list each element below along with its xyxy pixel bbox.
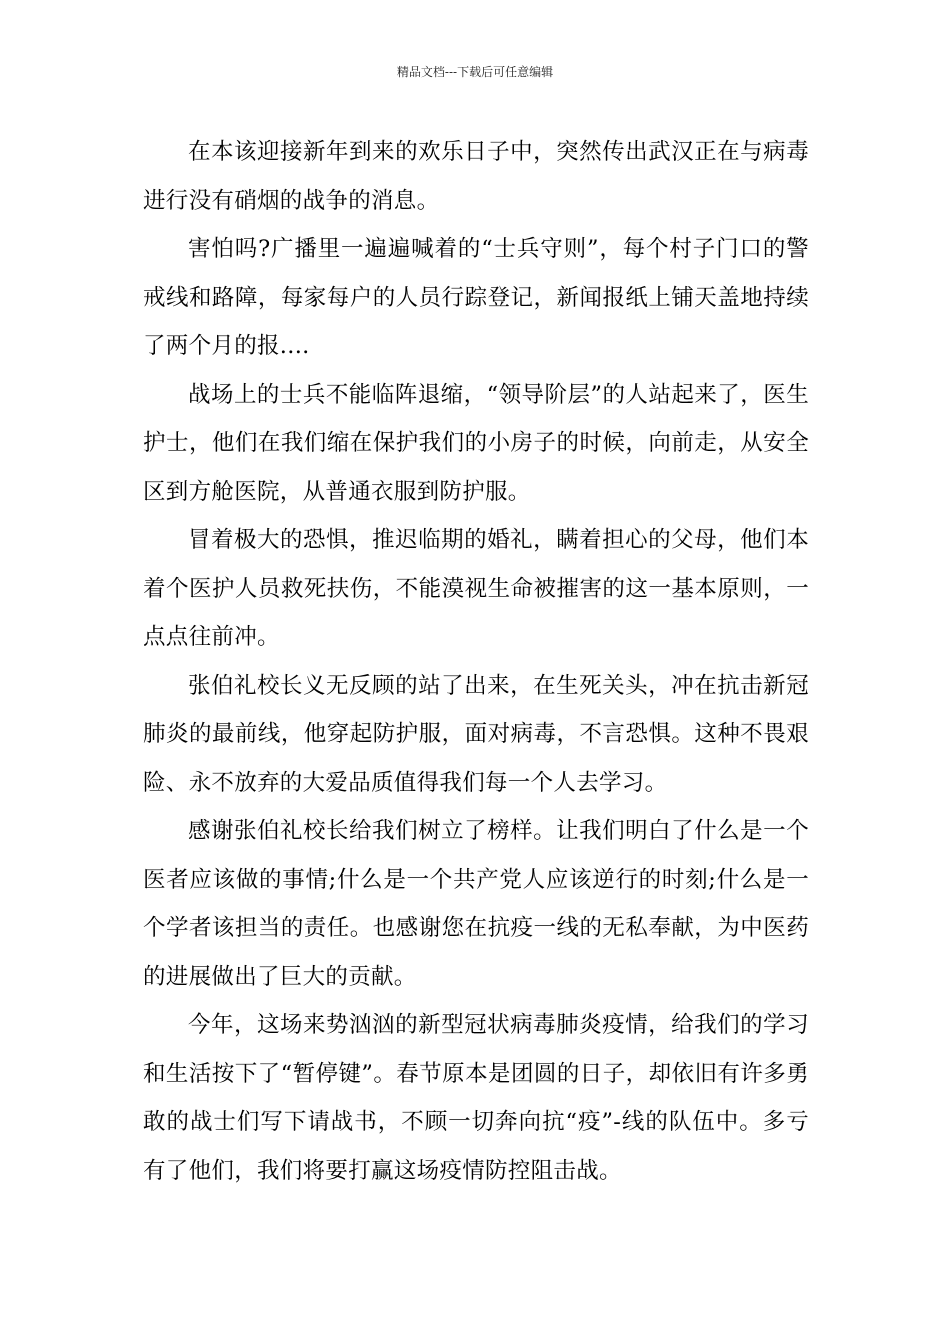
paragraph-6: 感谢张伯礼校长给我们树立了榜样。让我们明白了什么是一个医者应该做的事情;什么是一个共产党人应该逆行的时刻;什么是一个学者该担当的责任。也感谢您在抗疫一线的无私奉献，为中医药的进展做出了巨大的贡献。 xyxy=(143,818,809,990)
page-header: 精品文档---下载后可任意编辑 xyxy=(396,65,554,79)
paragraph-1: 在本该迎接新年到来的欢乐日子中，突然传出武汉正在与病毒进行没有硝烟的战争的消息。 xyxy=(143,139,809,214)
paragraph-4: 冒着极大的恐惧，推迟临期的婚礼，瞒着担心的父母，他们本着个医护人员救死扶伤，不能漠视生命被摧害的这一基本原则，一点点往前冲。 xyxy=(143,527,809,650)
paragraph-7: 今年，这场来势汹汹的新型冠状病毒肺炎疫情，给我们的学习和生活按下了“暂停键”。春节原本是团圆的日子，却依旧有许多勇敢的战士们写下请战书，不顾一切奔向抗“疫”-线的队伍中。多亏有了他们，我们将要打赢这场疫情防控阻击战。 xyxy=(143,1012,809,1184)
paragraph-3: 战场上的士兵不能临阵退缩，“领导阶层”的人站起来了，医生护士，他们在我们缩在保护我们的小房子的时候，向前走，从安全区到方舱医院，从普通衣服到防护服。 xyxy=(143,381,809,505)
paragraph-5: 张伯礼校长义无反顾的站了出来，在生死关头，冲在抗击新冠肺炎的最前线，他穿起防护服，面对病毒，不言恐惧。这种不畏艰险、永不放弃的大爱品质值得我们每一个人去学习。 xyxy=(143,672,809,796)
document-body xyxy=(143,128,809,1195)
paragraph-2: 害怕吗?广播里一遍遍喊着的“士兵守则”，每个村子门口的警戒线和路障，每家每户的人员行踪登记，新闻报纸上铺天盖地持续了两个月的报.... xyxy=(143,236,809,359)
